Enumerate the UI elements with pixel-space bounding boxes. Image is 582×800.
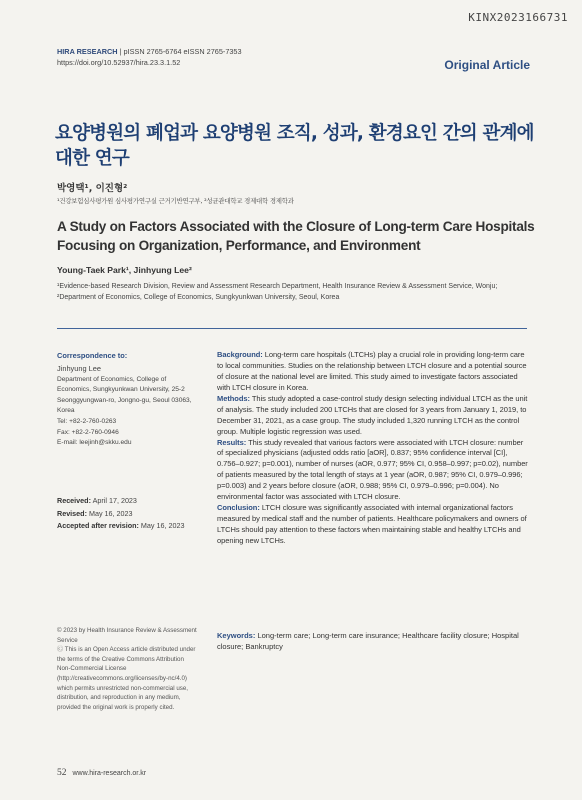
dates-block [57,495,199,533]
correspondence-name: Jinhyung Lee [57,364,101,373]
journal-issn: | pISSN 2765-6764 eISSN 2765-7353 [119,47,242,56]
received-date: April 17, 2023 [92,496,137,505]
keywords [217,630,529,653]
page-number: 52 [57,768,67,778]
correspondence-block [57,363,199,449]
correspondence-fax: Fax: +82-2-760-0946 [57,428,119,436]
methods-label: Methods: [217,393,250,403]
keywords-label: Keywords: [217,631,256,640]
revised-label: Revised: [57,508,87,518]
abstract-conclusion [217,503,529,547]
background-label: Background: [217,350,263,359]
footer-url[interactable]: www.hira-research.or.kr [72,770,147,777]
page-footer [57,768,146,778]
results-text: This study revealed that various factors were associated with LTCH closure: number of specialized physicians (adjusted odds ratio [aOR], 0.837; 95% confidence interval [CI], 0.756–0.927; p=0.001), number of nurses (aOR, 0.977; 95% CI, 0.958–0.997; p=0.02), number of patients measured by the total length of stays at 1 year (aOR, 0.987; 95% CI, 0.979–0.996; p=0.003) and 2 years before closure (aOR, 0.988; 95% CI, 0.979–0.996; p=0.004). No environmental factor was associated with LTCH closure. [217,437,528,502]
background-text: Long-term care hospitals (LTCHs) play a crucial role in providing long-term care to local communities. Studies on the relationship between LTCH closure and a potential source of closure at the national level are limited. This study aimed to investigate factors associated with LTCH closure in Korea. [217,350,527,392]
abstract-methods [217,394,529,438]
conclusion-label: Conclusion: [217,503,260,513]
abstract [217,350,529,547]
english-title: A Study on Factors Associated with the Closure of Long-term Care Hospitals Focusing on Organization, Performance, and Environment [57,219,535,253]
abstract-background [217,350,529,394]
license-block [57,626,199,712]
results-label: Results: [217,437,247,447]
accepted-label: Accepted after revision: [57,521,139,531]
received-label: Received: [57,496,91,505]
divider [57,328,527,329]
accepted-date: May 16, 2023 [140,521,185,531]
document-id: KINX2023166731 [468,11,568,24]
english-affiliations: ¹Evidence-based Research Division, Review and Assessment Research Department, Health Insurance Review & Assessment Service, Wonju; ²Department of Economics, College of Economics, Sungkyunkwan University, Seoul, Korea [57,283,498,302]
korean-affiliations: ¹건강보험심사평가원 심사평가연구실 근거기반연구부, ²성균관대학교 경제대학 경제학과 [57,197,294,205]
copyright: © 2023 by Health Insurance Review & Assessment Service [57,627,197,644]
revised-date: May 16, 2023 [88,508,133,518]
journal-name: HIRA RESEARCH [57,47,118,56]
correspondence-email[interactable]: E-mail: leejinh@skku.edu [57,439,132,447]
korean-authors: 박영택¹, 이진형² [57,183,128,194]
korean-title: 요양병원의 폐업과 요양병원 조직, 성과, 환경요인 간의 관계에 대한 연구 [55,123,534,169]
license-text: Ⓒ This is an Open Access article distributed under the terms of the Creative Commons Attribution Non-Commercial License (http://creativecommons.org/licenses/by-nc/4.0) which permits unrestricted non-commercial use, distribution, and reproduction in any medium, provided the original work is properly cited. [57,646,196,711]
english-authors: Young-Taek Park¹, Jinhyung Lee² [57,265,192,275]
article-type: Original Article [444,58,530,72]
correspondence-address: Department of Economics, College of Economics, Sungkyunkwan University, 25-2 Seonggyungwan-ro, Jongno-gu, Seoul 03063, Korea [57,375,192,415]
journal-doi[interactable]: https://doi.org/10.52937/hira.23.3.1.52 [57,57,181,67]
correspondence-tel: Tel: +82-2-760-0263 [57,418,117,426]
methods-text: This study adopted a case-control study design selecting individual LTCH as the unit of analysis. The study included 200 LTCHs that are closed for 3 years from January 1, 2019, to December 31, 2021, as a case group. The study included 1,320 running LTCH as the control group. Multiple logistic regression was used. [217,393,528,436]
correspondence-heading: Correspondence to: [57,351,128,360]
abstract-results [217,438,529,504]
keywords-text: Long-term care; Long-term care insurance; Healthcare facility closure; Hospital closure; Bankruptcy [217,631,519,652]
journal-header [57,47,242,69]
conclusion-text: LTCH closure was significantly associated with internal organizational factors measured by medical staff and the number of patients. Healthcare policymakers and owners of LTCHs should pay attention to these factors when maintaining stable and healthy LTCHs and opening new LTCHs. [217,503,527,545]
